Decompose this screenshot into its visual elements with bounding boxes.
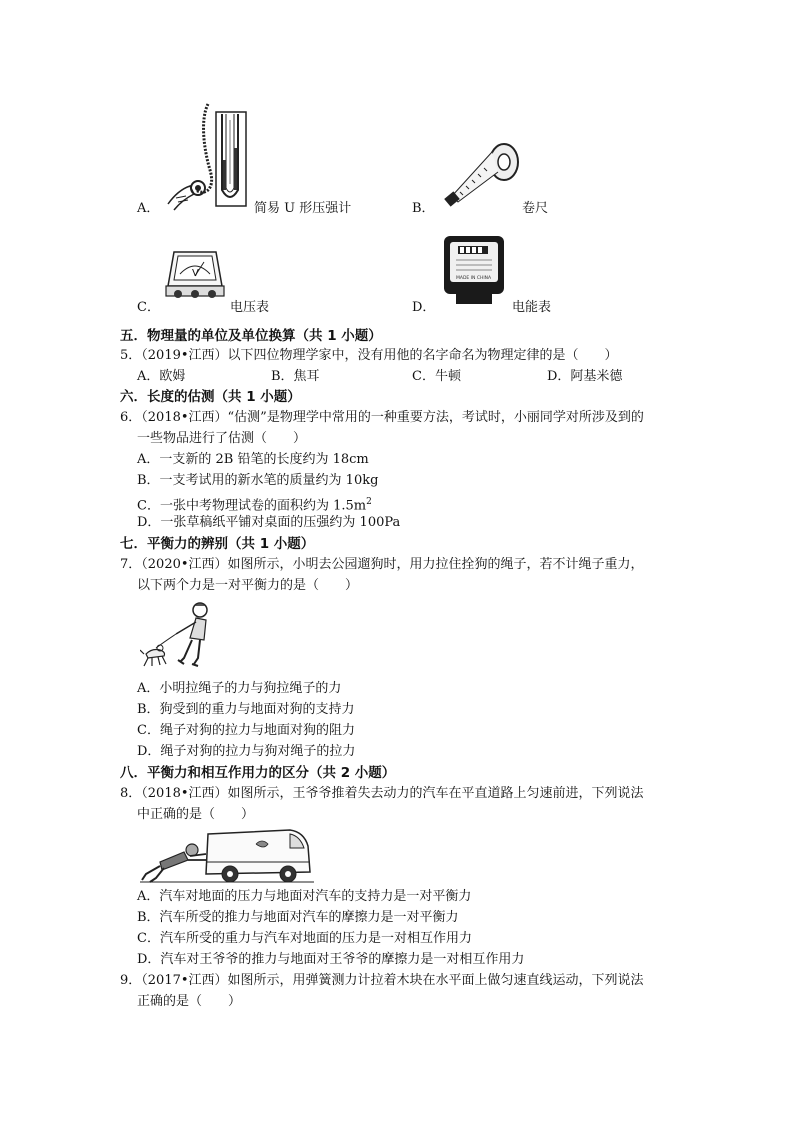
q5-option-a: A．欧姆	[137, 369, 186, 384]
section-8-heading: 八．平衡力和相互作用力的区分（共 2 小题）	[120, 765, 396, 781]
q8-stem-line2: 中正确的是（ ）	[137, 807, 255, 822]
q9-stem-line2: 正确的是（ ）	[137, 994, 242, 1009]
meter-plate-text: MADE IN CHINA	[456, 276, 492, 281]
q5-stem: 5．（2019•江西）以下四位物理学家中，没有用他的名字命名为物理定律的是（ ）	[120, 348, 618, 363]
voltmeter-figure	[164, 244, 226, 306]
q7-option-c: C．绳子对狗的拉力与地面对狗的阻力	[137, 723, 355, 738]
q5-option-c: C．牛顿	[412, 369, 461, 384]
q5-option-b: B．焦耳	[271, 369, 320, 384]
q8-option-b: B．汽车所受的推力与地面对汽车的摩擦力是一对平衡力	[137, 910, 459, 925]
q7-option-d: D．绳子对狗的拉力与狗对绳子的拉力	[137, 744, 356, 759]
q8-option-c: C．汽车所受的重力与汽车对地面的压力是一对相互作用力	[137, 931, 472, 946]
q6-option-c	[137, 493, 372, 515]
q8-stem-line1: 8．（2018•江西）如图所示，王爷爷推着失去动力的汽车在平直道路上匀速前进，下列说法	[120, 786, 644, 801]
q4-option-b-caption: 卷尺	[522, 201, 549, 216]
q7-option-b: B．狗受到的重力与地面对狗的支持力	[137, 702, 355, 717]
q6-option-b: B．一支考试用的新水笔的质量约为 10kg	[137, 473, 379, 488]
q7-option-a: A．小明拉绳子的力与狗拉绳子的力	[137, 681, 342, 696]
q4-option-a-caption: 简易 U 形压强计	[254, 201, 352, 216]
electricity-meter-figure	[442, 234, 506, 306]
q7-stem-line1: 7．（2020•江西）如图所示，小明去公园遛狗时，用力拉住拴狗的绳子，若不计绳子重力，	[120, 557, 644, 572]
voltmeter-dial-symbol: V	[192, 268, 199, 279]
q8-option-a: A．汽车对地面的压力与地面对汽车的支持力是一对平衡力	[137, 889, 472, 904]
q6-option-c-text: C．一张中考物理试卷的面积约为 1.5m	[137, 498, 367, 514]
boy-walking-dog-figure	[140, 598, 220, 670]
q9-stem-line1: 9．（2017•江西）如图所示，用弹簧测力计拉着木块在水平面上做匀速直线运动，下列说法	[120, 973, 644, 988]
q6-option-c-superscript: 2	[366, 497, 372, 507]
q4-option-b-letter: B．	[412, 201, 435, 216]
section-5-heading: 五．物理量的单位及单位换算（共 1 小题）	[120, 328, 382, 344]
section-7-heading: 七．平衡力的辨别（共 1 小题）	[120, 536, 315, 552]
q4-option-c-letter: C．	[137, 300, 160, 315]
q5-option-d: D．阿基米德	[547, 369, 623, 384]
q7-stem-line2: 以下两个力是一对平衡力的是（ ）	[137, 578, 359, 593]
q4-option-c-caption: 电压表	[230, 300, 270, 315]
q6-option-a: A．一支新的 2B 铅笔的长度约为 18cm	[137, 452, 369, 467]
q6-option-d: D．一张草稿纸平铺对桌面的压强约为 100Pa	[137, 515, 401, 530]
q4-option-a-letter: A．	[137, 201, 160, 216]
tape-measure-figure	[440, 140, 524, 212]
man-pushing-van-figure	[140, 826, 314, 884]
q4-option-d-letter: D．	[412, 300, 436, 315]
q6-stem-line2: 一些物品进行了估测（ ）	[137, 431, 307, 446]
q4-option-d-caption: 电能表	[512, 300, 552, 315]
q6-stem-line1: 6．（2018•江西）“估测”是物理学中常用的一种重要方法，考试时，小丽同学对所涉及到的	[120, 410, 644, 425]
section-6-heading: 六．长度的估测（共 1 小题）	[120, 389, 301, 405]
u-tube-manometer-figure	[164, 100, 250, 216]
q8-option-d: D．汽车对王爷爷的推力与地面对王爷爷的摩擦力是一对相互作用力	[137, 952, 525, 967]
